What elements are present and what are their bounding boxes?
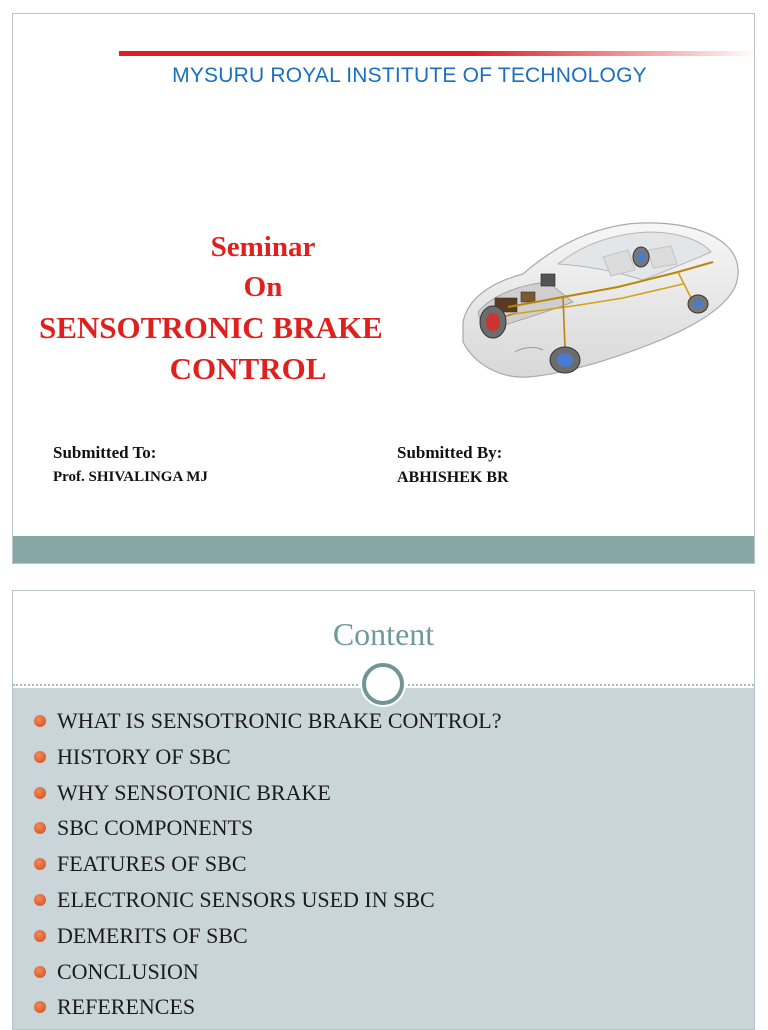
title-seminar: Seminar xyxy=(210,231,316,263)
submitted-to-label: Submitted To: xyxy=(53,443,157,462)
list-item: SBC COMPONENTS xyxy=(33,815,502,851)
submitted-by-name: ABHISHEK BR xyxy=(397,469,509,486)
content-title: Content xyxy=(332,616,435,652)
submitted-by-label: Submitted By: xyxy=(397,443,503,462)
bullet-icon xyxy=(34,787,46,799)
list-item: WHAT IS SENSOTRONIC BRAKE CONTROL? xyxy=(33,708,502,744)
car-brake-system-image xyxy=(453,202,743,392)
title-on: On xyxy=(243,271,283,303)
submitted-to-name: Prof. SHIVALINGA MJ xyxy=(53,469,208,485)
bullet-icon xyxy=(34,858,46,870)
bullet-icon xyxy=(34,751,46,763)
header-red-line xyxy=(119,51,755,56)
bullet-icon xyxy=(34,930,46,942)
title-slide xyxy=(12,13,755,564)
content-list xyxy=(33,708,502,1030)
footer-band xyxy=(13,536,754,563)
list-item: HISTORY OF SBC xyxy=(33,744,502,780)
title-topic-line2: CONTROL xyxy=(169,351,327,386)
list-item: REFERENCES xyxy=(33,994,502,1030)
list-item: FEATURES OF SBC xyxy=(33,851,502,887)
title-topic-line1: SENSOTRONIC BRAKE xyxy=(39,310,383,345)
bullet-icon xyxy=(34,966,46,978)
institute-name: MYSURU ROYAL INSTITUTE OF TECHNOLOGY xyxy=(172,64,647,87)
bullet-icon xyxy=(34,822,46,834)
list-item: DEMERITS OF SBC xyxy=(33,923,502,959)
list-item: ELECTRONIC SENSORS USED IN SBC xyxy=(33,887,502,923)
bullet-icon xyxy=(34,894,46,906)
list-item: WHY SENSOTONIC BRAKE xyxy=(33,780,502,816)
circle-ornament-icon xyxy=(362,663,404,705)
bullet-icon xyxy=(34,1001,46,1013)
bullet-icon xyxy=(34,715,46,727)
content-slide xyxy=(12,590,755,1030)
list-item: CONCLUSION xyxy=(33,959,502,995)
